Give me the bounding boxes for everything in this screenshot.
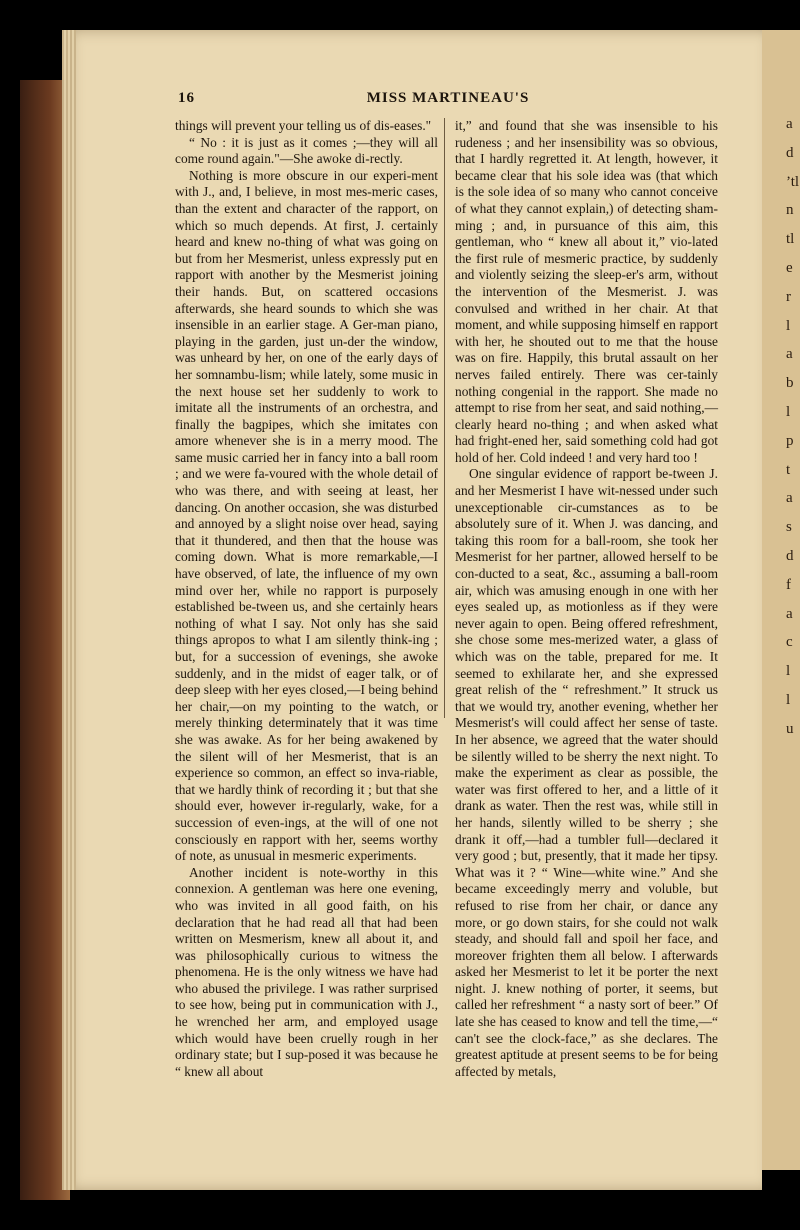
facing-page-letter: a: [786, 605, 793, 622]
facing-page-letter: s: [786, 519, 792, 536]
facing-page-letter: e: [786, 259, 793, 276]
facing-page-letter: f: [786, 576, 791, 593]
facing-page-letter: tl: [786, 231, 795, 248]
facing-page-letter: d: [786, 144, 794, 161]
page-header: [178, 90, 718, 112]
facing-page-letter: ’tl: [786, 173, 800, 190]
paragraph: Another incident is note-worthy in this connexion. A gentleman was here one evening, who was invited in all good faith, on his declaration that he had read all that had been written on Mesmerism, knew all about it, and was philosophically curious to witness the phenomena. He is the only witness we have had who abused the privilege. I was rather surprised to see how, being put in communication with J., he wrenched her arm, and employed usage which would have been cruelly rough in her ordinary state; but I sup-posed it was because he “ knew all about: [175, 864, 438, 1079]
right-column: [455, 118, 718, 1080]
paragraph: “ No : it is just as it comes ;—they will all come round again."—She awoke di-rectly.: [175, 134, 438, 167]
facing-page-letter: d: [786, 547, 794, 564]
facing-page-letter: l: [786, 403, 791, 420]
paragraph: Nothing is more obscure in our experi-ment with J., and, I believe, in most mes-meric cases, than the extent and character of the rapport, on which so much depends. At first, J. certainly heard and knew no-thing of what was going on but from her Mesmerist, unless expressly put en rapport with another by the Mesmerist joining their hands. But, on scattered occasions afterwards, she heard sounds to which she was insensible in an earlier stage. A Ger-man piano, playing in the garden, just un-der the window, was unheard by her, on one of the early days of her somnambu-lism; while lately, some music in the next house set her suddenly to work to imitate all the instruments of an orchestra, and finally the bagpipes, which she imitates con amore whenever she is in a merry mood. The same music carried her in fancy into a ball room ; and we were fa-voured with the whole detail of who was there, and with seeing at least, her dancing. On another occasion, she was disturbed and annoyed by a slight noise over head, saying that it thundered, and then that the house was coming down. What is more remarkable,—I have observed, of late, the influence of my own mind over her, while no rapport is purposely established be-tween us, and she certainly hears nothing of what I say. Not only has she said things apropos to what I am silently think-ing ; but, for a succession of evenings, she awoke suddenly, and in the midst of eager talk, or of deep sleep with her eyes closed,—I being behind her chair,—on my pointing to the watch, or merely thinking determinately that it was time she was awake. As for her being awakened by the silent will of her Mesmerist, that is an experience so common, an effect so inva-riable, that we hardly think of recording it ; but that she should ever, however ir-regularly, wake, for a succession of even-ings, at the will of one not consciously en rapport with her, seems worthy of note, as unusual in mesmeric experiments.: [175, 167, 438, 864]
facing-page-letter: b: [786, 375, 794, 392]
paragraph: things will prevent your telling us of dis-eases.": [175, 118, 432, 133]
paragraph: One singular evidence of rapport be-tween J. and her Mesmerist I have wit-nessed under such unexceptionable cir-cumstances as to be absolutely sure of it. When J. was dancing, and taking this room for a ball-room, she took her Mesmerist for her partner, allowed herself to be con-ducted to a seat, &c., assuming a ball-room air, which was amusing enough in one with her eyes sealed up, as motionless as if they were never again to open. Being offered refreshment, she chose some mes-merized water, a glass of which was on the table, prepared for me. It seemed to exhilarate her, and she expressed great relish of the “ refreshment.” It struck us that we would try, another evening, whether her Mesmerist's will could affect her sense of taste. In her absence, we agreed that the water should be silently willed to be sherry the next night. To make the experiment as clear as possible, the water was first offered to her, and a little of it drank as water. Then the rest was, while still in her hands, silently willed to be sherry ; she drank it off,—had a tumbler full—declared it very good ; but, presently, that it made her tipsy. What was it ? “ Wine—white wine.” And she became exceedingly merry and voluble, but refused to rise from her chair, or dance any more, or go down stairs, for she could not walk steady, and should fall and spoil her face, and moreover frighten them all below. I afterwards asked her Mesmerist to let it be porter the next night. J. knew nothing of porter, it seems, but called her refreshment “ a nasty sort of beer.” Of late she has ceased to know and tell the time,—“ can't see the clock-face,” as she declares. The greatest aptitude at present seems to be for being affected by metals,: [455, 466, 718, 1079]
facing-page-letter: a: [786, 346, 793, 363]
left-column: [175, 118, 438, 1080]
facing-page-letter: a: [786, 490, 793, 507]
facing-page-letter: l: [786, 663, 791, 680]
facing-page-text: [786, 110, 800, 744]
facing-page-letter: l: [786, 691, 791, 708]
running-head: MISS MARTINEAU'S: [366, 90, 530, 106]
column-rule: [444, 118, 445, 718]
facing-page-letter: p: [786, 432, 794, 449]
facing-page-letter: c: [786, 634, 793, 651]
page-edges: [62, 30, 76, 1190]
facing-page-letter: t: [786, 461, 791, 478]
facing-page-letter: a: [786, 116, 793, 132]
paragraph: it,” and found that she was insensible to his rudeness ; and her insensibility was so obvious, that I hardly regretted it. At length, however, it became clear that his sole idea was (that which is the sole idea of so many who cannot conceive of what they cannot explain,) of detecting sham-ming ; and, in pursuance of this aim, this gentleman, who “ knew all about it,” vio-lated the first rule of mesmeric practice, by suddenly and violently seizing the sleep-er's arm, without the intervention of the Mesmerist. J. was convulsed and writhed in her chair. At that moment, and while supposing himself en rapport with her, he shouted out to me that the house was on fire. Happily, this brutal assault on her nerves failed entirely. There was cer-tainly nothing congenial in the rapport. She made no attempt to rise from her seat, and said nothing,—clearly heard no-thing ; and when asked what had fright-ened her, said something cold had got hold of her. Cold indeed ! and very hard too !: [455, 118, 718, 465]
page-number: 16: [178, 90, 195, 106]
facing-page-letter: l: [786, 317, 791, 334]
facing-page-letter: r: [786, 288, 791, 305]
facing-page-letter: n: [786, 202, 794, 219]
facing-page-letter: u: [786, 720, 794, 737]
